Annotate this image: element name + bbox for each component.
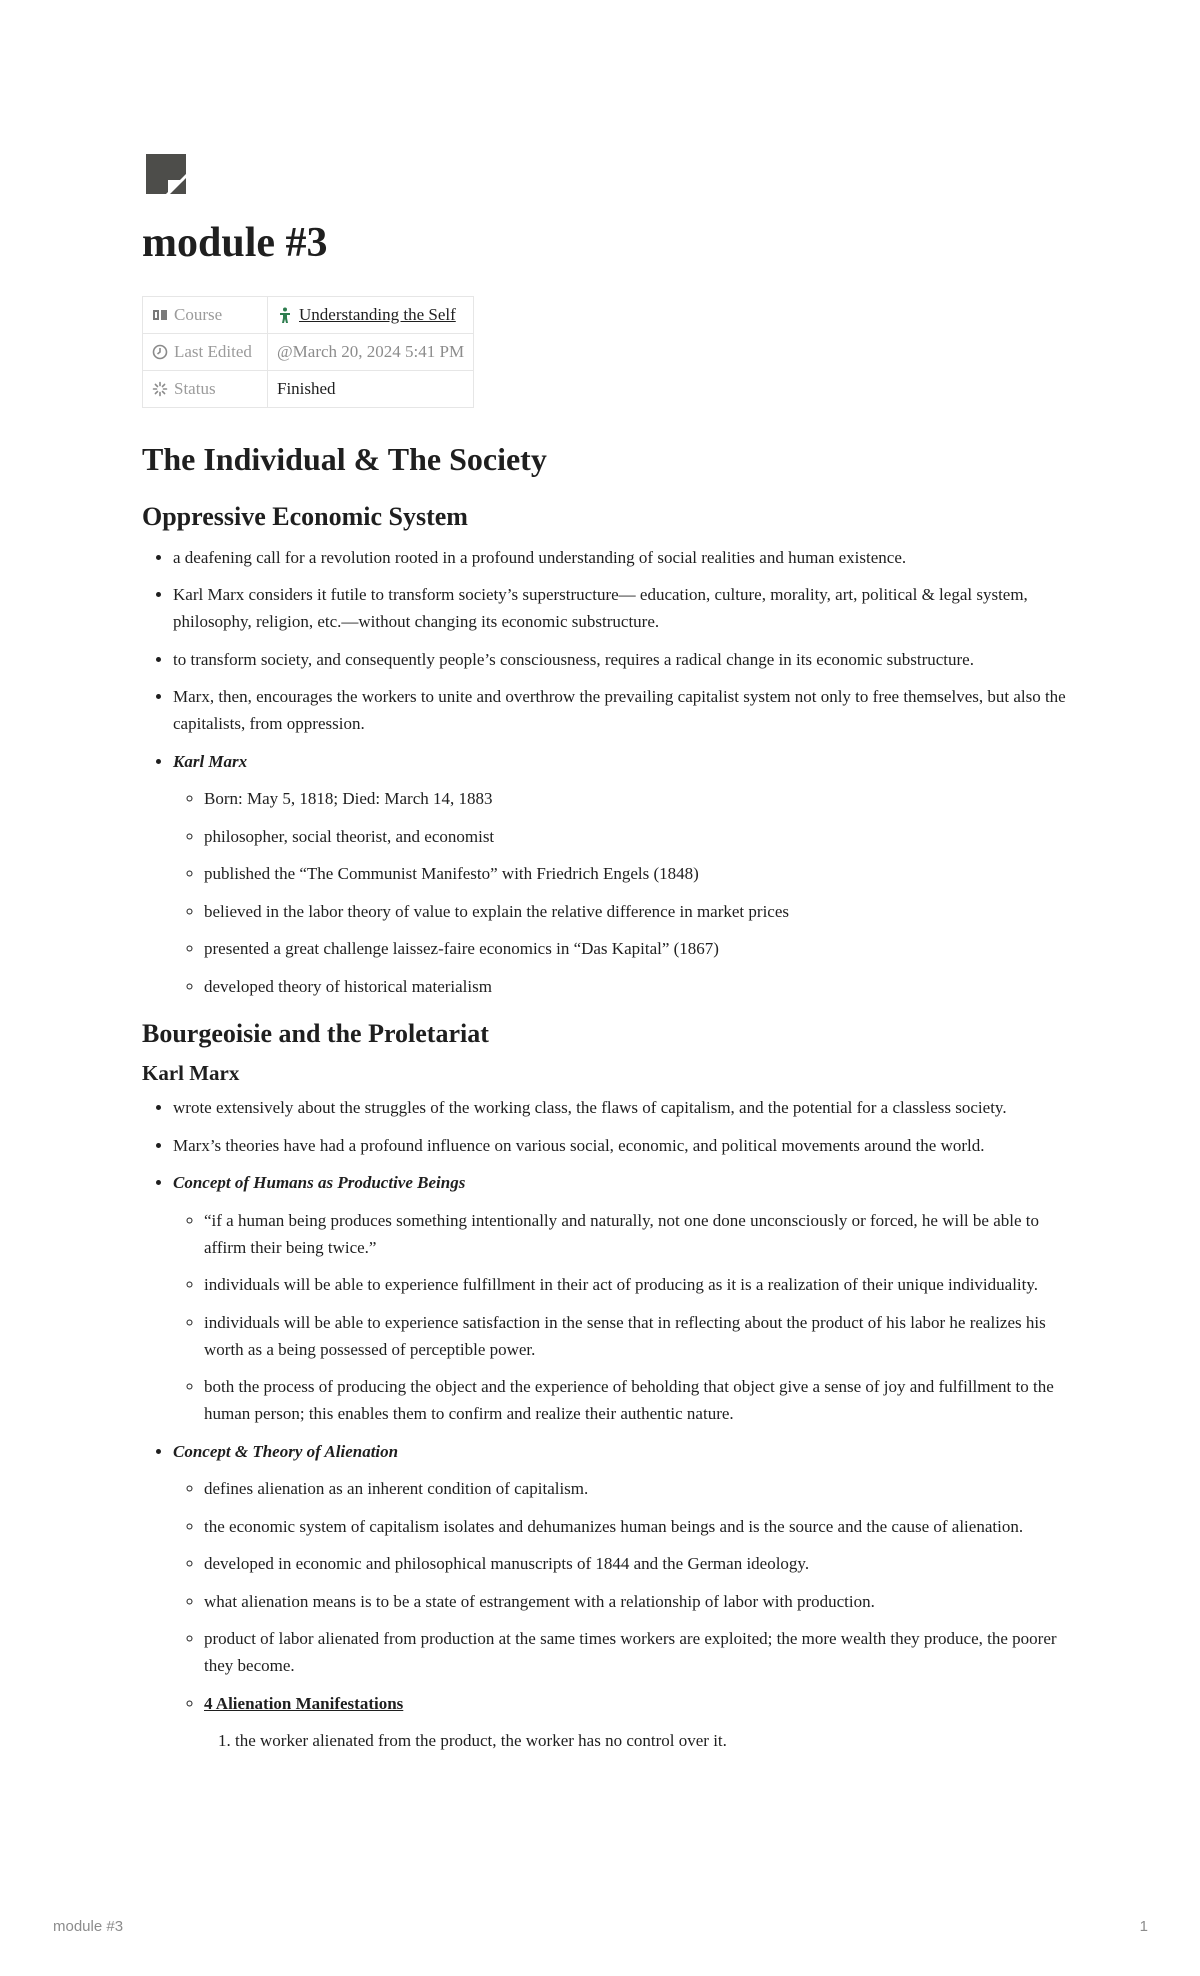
numbered-item: 1. the worker alienated from the product, the worker has no control over it. [235,1727,1072,1754]
property-key: Course [143,297,268,334]
list-item-productive-beings [173,1169,1072,1427]
list-item: ◦ developed theory of historical materialism [204,973,1072,1000]
book-icon [152,307,168,323]
list-item-label: 4 Alienation Manifestations [204,1693,404,1713]
list-item: ◦ published the “The Communist Manifesto” with Friedrich Engels (1848) [204,860,1072,887]
list-item-karl-marx [173,748,1072,1000]
list-item-label: Concept of Humans as Productive Beings [173,1173,466,1193]
bullet-list [142,1094,1072,1754]
property-value: Finished [268,371,474,408]
bullet-list [142,544,1072,1000]
properties-table [142,296,474,408]
numbered-list [204,1727,1072,1754]
nested-list [173,785,1072,1000]
list-item: • to transform society, and consequently people’s consciousness, requires a radical change in its economic substructure. [173,646,1072,673]
list-item: ◦ what alienation means is to be a state of estrangement with a relationship of labor with production. [204,1588,1072,1615]
list-item: ◦ individuals will be able to experience fulfillment in their act of producing as it is a realization of their unique individuality. [204,1271,1072,1298]
property-value: @March 20, 2024 5:41 PM [268,334,474,371]
list-item-label: Karl Marx [173,751,248,771]
list-item: ◦ Born: May 5, 1818; Died: March 14, 1883 [204,785,1072,812]
list-item: • Marx, then, encourages the workers to unite and overthrow the prevailing capitalist system not only to free themselves, but also the capitalists, from oppression. [173,683,1072,737]
course-link[interactable]: Understanding the Self [299,305,456,325]
list-item: ◦ the economic system of capitalism isolates and dehumanizes human beings and is the source and the cause of alienation. [204,1513,1072,1540]
property-row-last-edited [143,334,474,371]
figure-icon [277,307,293,323]
footer-title: module #3 [53,1918,124,1935]
nested-list [173,1475,1072,1754]
property-key: Status [143,371,268,408]
property-row-status [143,371,474,408]
page-icon [142,150,190,198]
heading-main: The Individual & The Society [142,441,547,478]
list-item: ◦ both the process of producing the object and the experience of beholding that object give a sense of joy and fulfillment to the human person; this enables them to confirm and realize their authentic nature. [204,1373,1072,1427]
list-item: ◦ developed in economic and philosophical manuscripts of 1844 and the German ideology. [204,1550,1072,1577]
page [142,150,1072,1772]
clock-icon [152,344,168,360]
section-oppressive-economic-system [142,501,1072,1000]
property-key: Last Edited [143,334,268,371]
heading-oppressive-economic-system: Oppressive Economic System [142,501,468,531]
section-bourgeoisie-proletariat [142,1018,1072,1754]
list-item: • Marx’s theories have had a profound influence on various social, economic, and political movements around the world. [173,1132,1072,1159]
list-item: • wrote extensively about the struggles of the working class, the flaws of capitalism, and the potential for a classless society. [173,1094,1072,1121]
nested-list [173,1207,1072,1428]
list-item-manifestations [204,1690,1072,1755]
list-item-alienation [173,1438,1072,1755]
subheading-karl-marx: Karl Marx [142,1060,240,1085]
list-item: ◦ defines alienation as an inherent condition of capitalism. [204,1475,1072,1502]
heading-bourgeoisie-proletariat: Bourgeoisie and the Proletariat [142,1018,489,1048]
list-item: • a deafening call for a revolution rooted in a profound understanding of social realities and human existence. [173,544,1072,571]
page-number: 1 [1139,1918,1148,1935]
list-item: ◦ product of labor alienated from production at the same times workers are exploited; the more wealth they produce, the poorer they become. [204,1625,1072,1679]
list-item: ◦ philosopher, social theorist, and economist [204,823,1072,850]
list-item: • Karl Marx considers it futile to transform society’s superstructure— education, culture, morality, art, political & legal system, philosophy, religion, etc.—without changing its economic substructure. [173,581,1072,635]
list-item: ◦ “if a human being produces something intentionally and naturally, not one done unconsciously or forced, he will be able to affirm their being twice.” [204,1207,1072,1261]
list-item-label: Concept & Theory of Alienation [173,1441,399,1461]
property-row-course [143,297,474,334]
property-value[interactable] [268,297,474,334]
list-item: ◦ believed in the labor theory of value to explain the relative difference in market prices [204,898,1072,925]
loading-icon [152,381,168,397]
list-item: ◦ presented a great challenge laissez-faire economics in “Das Kapital” (1867) [204,935,1072,962]
page-title: module #3 [142,220,328,266]
list-item: ◦ individuals will be able to experience satisfaction in the sense that in reflecting about the product of his labor he realizes his worth as a being possessed of perceptible power. [204,1309,1072,1363]
